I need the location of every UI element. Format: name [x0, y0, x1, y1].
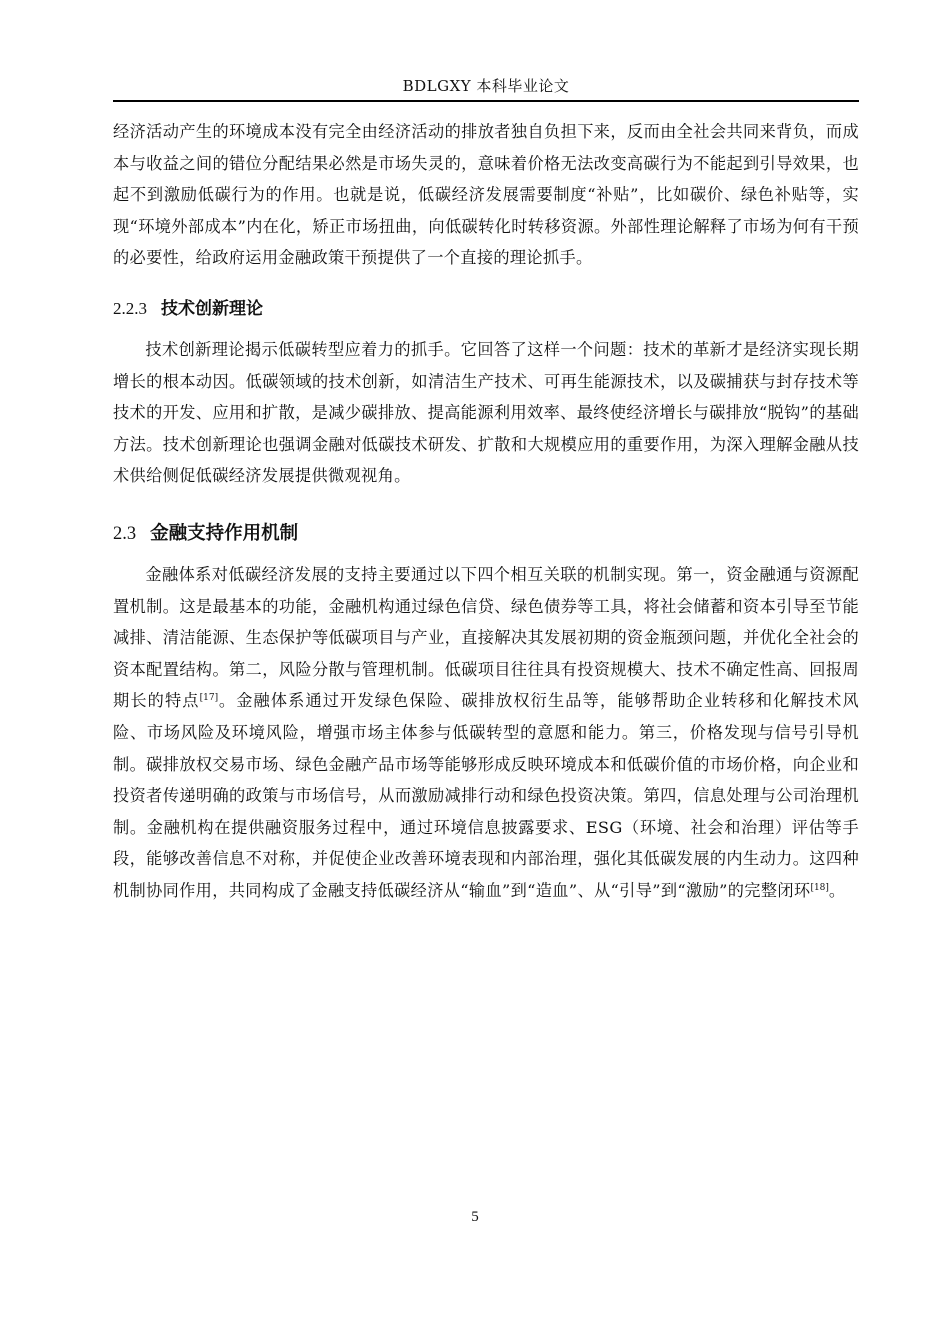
paragraph-technology-innovation: 技术创新理论揭示低碳转型应着力的抓手。它回答了这样一个问题：技术的革新才是经济实现长期增长的根本动因。低碳领域的技术创新，如清洁生产技术、可再生能源技术，以及碳捕获与封存技术等技术的开发、应用和扩散，是减少碳排放、提高能源利用效率、最终使经济增长与碳排放“脱钩”的基础方法。技术创新理论也强调金融对低碳技术研发、扩散和大规模应用的重要作用，为深入理解金融从技术供给侧促低碳经济发展提供微观视角。 [113, 339, 859, 486]
heading-2-3 [113, 518, 859, 550]
heading-2-3-title: 金融支持作用机制 [150, 522, 299, 544]
heading-2-2-3 [113, 294, 859, 324]
page-number: 5 [471, 1209, 479, 1225]
page-content [113, 116, 859, 906]
citation-17: [17] [199, 693, 219, 704]
paragraph-financial-mechanisms [113, 559, 859, 907]
citation-18: [18] [810, 882, 829, 893]
heading-2-3-number: 2.3 [113, 523, 137, 544]
heading-2-2-3-number: 2.2.3 [113, 298, 147, 318]
paragraph-externality-continued: 经济活动产生的环境成本没有完全由经济活动的排放者独自负担下来，反而由全社会共同来背负，而成本与收益之间的错位分配结果必然是市场失灵的，意味着价格无法改变高碳行为不能起到引导效果，也起不到激励低碳行为的作用。也就是说，低碳经济发展需要制度“补贴”，比如碳价、绿色补贴等，实现“环境外部成本”内在化，矫正市场扭曲，向低碳转化时转移资源。外部性理论解释了市场为何有干预的必要性，给政府运用金融政策干预提供了一个直接的理论抓手。 [113, 122, 859, 268]
paragraph-text-part-3: 。 [828, 880, 846, 900]
running-header: BDLGXY 本科毕业论文 [402, 77, 570, 95]
heading-2-2-3-title: 技术创新理论 [161, 298, 263, 319]
paragraph-text-part-2: 。金融体系通过开发绿色保险、碳排放权衍生品等，能够帮助企业转移和化解技术风险、市场风险及环境风险，增强市场主体参与低碳转型的意愿和能力。第三，价格发现与信号引导机制。碳排放权交易市场、绿色金融产品市场等能够形成反映环境成本和低碳价值的市场价格，向企业和投资者传递明确的政策与市场信号，从而激励减排行动和绿色投资决策。第四，信息处理与公司治理机制。金融机构在提供融资服务过程中，通过环境信息披露要求、ESG（环境、社会和治理）评估等手段，能够改善信息不对称，并促使企业改善环境表现和内部治理，强化其低碳发展的内生动力。这四种机制协同作用，共同构成了金融支持低碳经济从“输血”到“造血”、从“引导”到“激励”的完整闭环 [113, 691, 859, 900]
header-rule [113, 100, 859, 102]
paragraph-text-part-1: 金融体系对低碳经济发展的支持主要通过以下四个相互关联的机制实现。第一，资金融通与资源配置机制。这是最基本的功能，金融机构通过绿色信贷、绿色债券等工具，将社会储蓄和资本引导至节能减排、清洁能源、生态保护等低碳项目与产业，直接解决其发展初期的资金瓶颈问题，并优化全社会的资本配置结构。第二，风险分散与管理机制。低碳项目往往具有投资规模大、技术不确定性高、回报周期长的特点 [113, 564, 859, 711]
